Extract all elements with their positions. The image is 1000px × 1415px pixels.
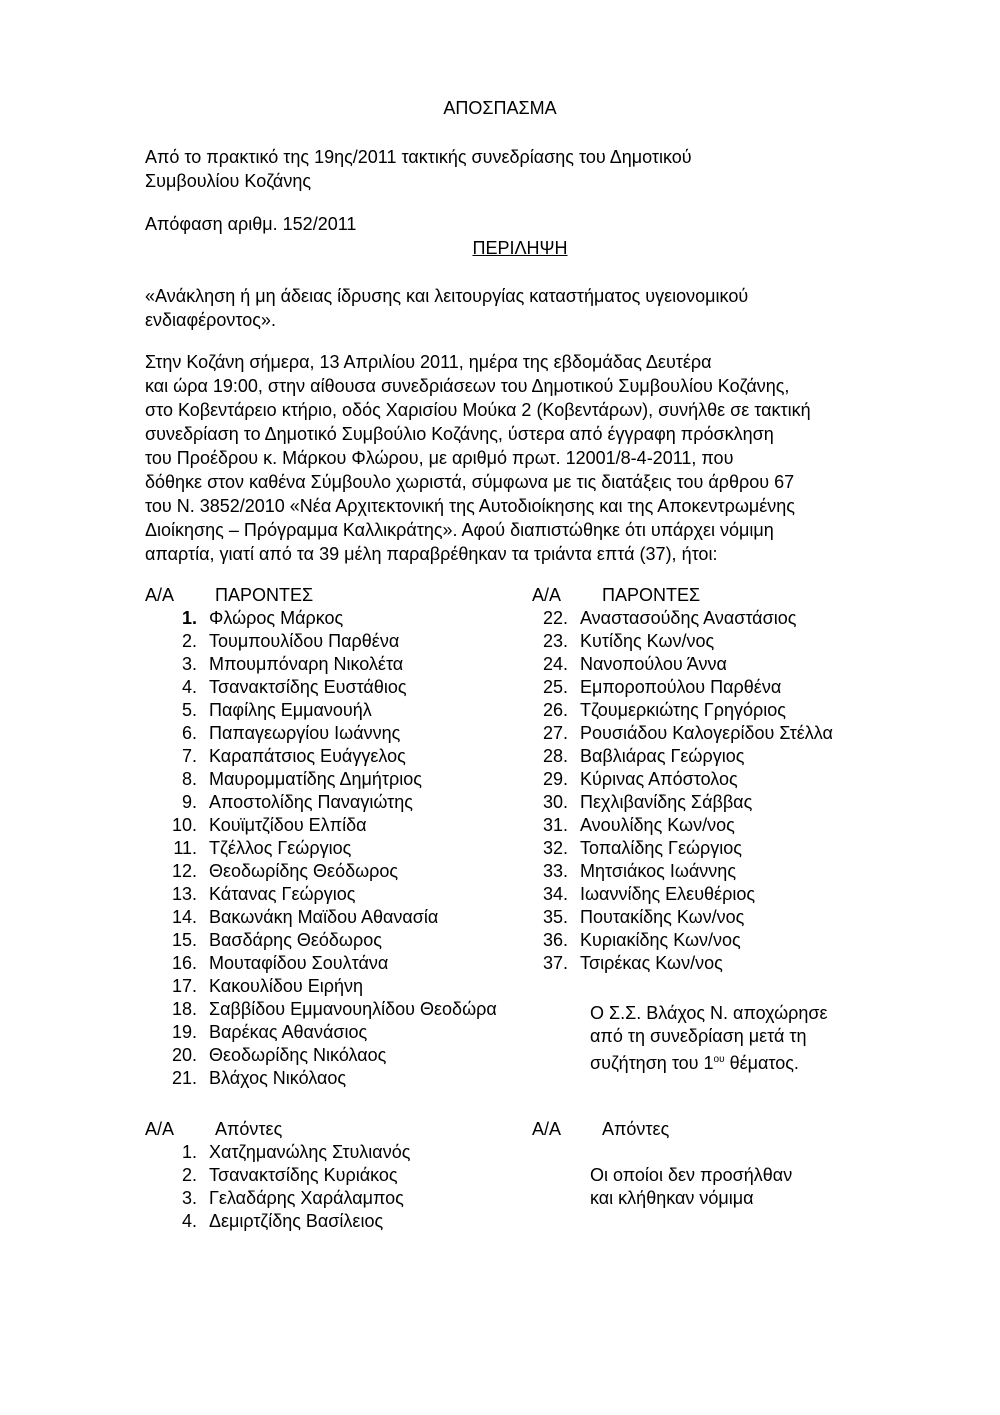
- intro-paragraph: [145, 145, 692, 193]
- member-number: 35.: [542, 907, 568, 927]
- note-line: και κλήθηκαν νόμιμα: [590, 1188, 754, 1208]
- member-row: [145, 929, 497, 952]
- member-row: [145, 653, 497, 676]
- member-number: 4.: [181, 1211, 197, 1231]
- member-row: [528, 952, 833, 975]
- member-row: [145, 1021, 497, 1044]
- member-number: 27.: [542, 723, 568, 743]
- member-name: Δεμιρτζίδης Βασίλειος: [209, 1211, 384, 1231]
- decision-number: Απόφαση αριθμ. 152/2011: [145, 214, 357, 234]
- member-number: 15.: [171, 930, 197, 950]
- subject-heading: ΠΕΡΙΛΗΨΗ: [472, 238, 568, 258]
- member-name: Μαυρομματίδης Δημήτριος: [209, 769, 422, 789]
- member-number: 16.: [171, 953, 197, 973]
- member-row: [145, 814, 497, 837]
- member-row: [145, 745, 497, 768]
- aa-label: Α/Α: [532, 1119, 562, 1139]
- member-name: Τζουμερκιώτης Γρηγόριος: [580, 700, 786, 720]
- absent-note: [590, 1164, 792, 1210]
- member-name: Τσιρέκας Κων/νος: [580, 953, 723, 973]
- member-row: [145, 1141, 410, 1164]
- member-number: 1.: [181, 1142, 197, 1162]
- intro-line: Από το πρακτικό της 19ης/2011 τακτικής συνεδρίασης του Δημοτικού: [145, 147, 692, 167]
- member-name: Τσανακτσίδης Ευστάθιος: [209, 677, 407, 697]
- member-row: [145, 1044, 497, 1067]
- member-name: Εμποροπούλου Παρθένα: [580, 677, 782, 697]
- member-row: [528, 814, 833, 837]
- member-name: Κουϊμτζίδου Ελπίδα: [209, 815, 367, 835]
- member-number: 18.: [171, 999, 197, 1019]
- present-header-left: [145, 583, 313, 607]
- member-number: 7.: [181, 746, 197, 766]
- member-name: Πεχλιβανίδης Σάββας: [580, 792, 753, 812]
- member-row: [145, 791, 497, 814]
- member-name: Πουτακίδης Κων/νος: [580, 907, 745, 927]
- member-number: 9.: [181, 792, 197, 812]
- present-label: ΠΑΡΟΝΤΕΣ: [602, 585, 701, 605]
- member-number: 4.: [181, 677, 197, 697]
- member-name: Παπαγεωργίου Ιωάννης: [209, 723, 401, 743]
- member-name: Ανουλίδης Κων/νος: [580, 815, 735, 835]
- member-row: [145, 975, 497, 998]
- member-row: [528, 883, 833, 906]
- member-number: 8.: [181, 769, 197, 789]
- subject-line: «Ανάκληση ή μη άδειας ίδρυσης και λειτουργίας καταστήματος υγειονομικού: [145, 286, 749, 306]
- member-number: 30.: [542, 792, 568, 812]
- member-row: [528, 929, 833, 952]
- member-name: Μητσιάκος Ιωάννης: [580, 861, 736, 881]
- member-number: 3.: [181, 654, 197, 674]
- absent-header-left: [145, 1117, 282, 1141]
- member-row: [528, 653, 833, 676]
- body-line: συνεδρίαση το Δημοτικό Συμβούλιο Κοζάνης, ύστερα από έγγραφη πρόσκληση: [145, 424, 774, 444]
- member-number: 2.: [181, 1165, 197, 1185]
- member-name: Τοπαλίδης Γεώργιος: [580, 838, 742, 858]
- note-line: Οι οποίοι δεν προσήλθαν: [590, 1165, 793, 1185]
- member-number: 33.: [542, 861, 568, 881]
- member-number: 10.: [171, 815, 197, 835]
- document-title: ΑΠΟΣΠΑΣΜΑ: [443, 98, 557, 118]
- body-line: δόθηκε στον καθένα Σύμβουλο χωριστά, σύμφωνα με τις διατάξεις του άρθρου 67: [145, 472, 795, 492]
- member-row: [528, 676, 833, 699]
- member-name: Μουταφίδου Σουλτάνα: [209, 953, 389, 973]
- member-row: [528, 860, 833, 883]
- member-number: 6.: [181, 723, 197, 743]
- member-row: [145, 883, 497, 906]
- body-line: και ώρα 19:00, στην αίθουσα συνεδριάσεων του Δημοτικού Συμβουλίου Κοζάνης,: [145, 376, 790, 396]
- absent-label: Απόντες: [215, 1119, 283, 1139]
- member-row: [145, 1067, 497, 1090]
- member-name: Τσανακτσίδης Κυριάκος: [209, 1165, 398, 1185]
- body-line: απαρτία, γιατί από τα 39 μέλη παραβρέθηκαν τα τριάντα επτά (37), ήτοι:: [145, 544, 718, 564]
- member-name: Βασδάρης Θεόδωρος: [209, 930, 382, 950]
- member-row: [145, 768, 497, 791]
- present-list-left: [145, 607, 497, 1090]
- member-row: [528, 906, 833, 929]
- member-name: Νανοπούλου Άννα: [580, 654, 727, 674]
- member-name: Θεοδωρίδης Θεόδωρος: [209, 861, 399, 881]
- intro-line: Συμβουλίου Κοζάνης: [145, 171, 312, 191]
- member-name: Σαββίδου Εμμανουηλίδου Θεοδώρα: [209, 999, 497, 1019]
- member-number: 19.: [171, 1022, 197, 1042]
- present-label: ΠΑΡΟΝΤΕΣ: [215, 585, 314, 605]
- member-name: Ιωαννίδης Ελευθέριος: [580, 884, 755, 904]
- member-name: Βλάχος Νικόλαος: [209, 1068, 347, 1088]
- member-name: Κυριακίδης Κων/νος: [580, 930, 741, 950]
- member-number: 22.: [542, 608, 568, 628]
- member-row: [528, 837, 833, 860]
- member-row: [145, 607, 497, 630]
- member-row: [145, 837, 497, 860]
- body-line: του Ν. 3852/2010 «Νέα Αρχιτεκτονική της Αυτοδιοίκησης και της Αποκεντρωμένης: [145, 496, 795, 516]
- member-row: [145, 630, 497, 653]
- member-number: 34.: [542, 884, 568, 904]
- body-line: στο Κοβεντάρειο κτήριο, οδός Χαρισίου Μούκα 2 (Κοβεντάρων), συνήλθε σε τακτική: [145, 400, 811, 420]
- member-name: Αναστασούδης Αναστάσιος: [580, 608, 797, 628]
- member-name: Κακουλίδου Ειρήνη: [209, 976, 363, 996]
- member-number: 3.: [181, 1188, 197, 1208]
- member-number: 20.: [171, 1045, 197, 1065]
- member-number: 12.: [171, 861, 197, 881]
- member-number: 21.: [171, 1068, 197, 1088]
- member-number: 26.: [542, 700, 568, 720]
- present-header-right: [532, 583, 700, 607]
- absent-list-left: [145, 1141, 410, 1233]
- member-number: 25.: [542, 677, 568, 697]
- member-name: Βακωνάκη Μαϊδου Αθανασία: [209, 907, 439, 927]
- aa-label: Α/Α: [145, 1119, 175, 1139]
- member-row: [145, 906, 497, 929]
- body-line: Στην Κοζάνη σήμερα, 13 Απριλίου 2011, ημέρα της εβδομάδας Δευτέρα: [145, 352, 712, 372]
- absent-header-right: [532, 1117, 669, 1141]
- member-row: [528, 791, 833, 814]
- present-list-right: [528, 607, 833, 975]
- member-number: 32.: [542, 838, 568, 858]
- member-name: Παφίλης Εμμανουήλ: [209, 700, 372, 720]
- member-name: Κύρινας Απόστολος: [580, 769, 738, 789]
- member-number: 1.: [181, 608, 197, 628]
- absent-label: Απόντες: [602, 1119, 670, 1139]
- member-name: Κυτίδης Κων/νος: [580, 631, 715, 651]
- member-name: Βαρέκας Αθανάσιος: [209, 1022, 368, 1042]
- member-name: Γελαδάρης Χαράλαμπος: [209, 1188, 404, 1208]
- member-number: 11.: [173, 838, 197, 858]
- member-number: 31.: [542, 815, 568, 835]
- member-name: Αποστολίδης Παναγιώτης: [209, 792, 413, 812]
- subject-line: ενδιαφέροντος».: [145, 310, 276, 330]
- member-name: Καραπάτσιος Ευάγγελος: [209, 746, 406, 766]
- member-row: [528, 745, 833, 768]
- member-number: 13.: [171, 884, 197, 904]
- member-row: [528, 607, 833, 630]
- member-row: [528, 722, 833, 745]
- member-number: 37.: [542, 953, 568, 973]
- member-name: Τζέλλος Γεώργιος: [209, 838, 352, 858]
- member-name: Φλώρος Μάρκος: [209, 608, 344, 628]
- body-paragraph: [145, 350, 811, 566]
- member-name: Χατζημανώλης Στυλιανός: [209, 1142, 411, 1162]
- member-name: Βαβλιάρας Γεώργιος: [580, 746, 745, 766]
- member-row: [145, 860, 497, 883]
- note-line: Ο Σ.Σ. Βλάχος Ν. αποχώρησε: [590, 1003, 828, 1023]
- member-row: [145, 722, 497, 745]
- member-row: [145, 1210, 410, 1233]
- member-name: Τουμπουλίδου Παρθένα: [209, 631, 400, 651]
- member-row: [528, 699, 833, 722]
- member-number: 28.: [542, 746, 568, 766]
- subject-paragraph: [145, 284, 748, 332]
- member-number: 36.: [542, 930, 568, 950]
- member-number: 23.: [542, 631, 568, 651]
- member-row: [145, 952, 497, 975]
- member-name: Μπουμπόναρη Νικολέτα: [209, 654, 404, 674]
- body-line: Διοίκησης – Πρόγραμμα Καλλικράτης». Αφού διαπιστώθηκε ότι υπάρχει νόμιμη: [145, 520, 774, 540]
- member-name: Θεοδωρίδης Νικόλαος: [209, 1045, 387, 1065]
- member-number: 5.: [181, 700, 197, 720]
- member-row: [145, 676, 497, 699]
- member-number: 24.: [542, 654, 568, 674]
- body-line: του Προέδρου κ. Μάρκου Φλώρου, με αριθμό πρωτ. 12001/8-4-2011, που: [145, 448, 734, 468]
- member-row: [145, 1164, 410, 1187]
- aa-label: Α/Α: [532, 585, 562, 605]
- note-line: συζήτηση του $1^{o\upsilon}$ θέματος.: [590, 1053, 799, 1073]
- member-row: [145, 699, 497, 722]
- withdrawal-note: [590, 1002, 828, 1075]
- member-row: [145, 1187, 410, 1210]
- member-number: 17.: [171, 976, 197, 996]
- member-name: Ρουσιάδου Καλογερίδου Στέλλα: [580, 723, 833, 743]
- member-row: [528, 630, 833, 653]
- member-row: [528, 768, 833, 791]
- member-row: [145, 998, 497, 1021]
- member-number: 2.: [181, 631, 197, 651]
- aa-label: Α/Α: [145, 585, 175, 605]
- note-line: από τη συνεδρίαση μετά τη: [590, 1026, 807, 1046]
- member-name: Κάτανας Γεώργιος: [209, 884, 356, 904]
- member-number: 29.: [542, 769, 568, 789]
- member-number: 14.: [171, 907, 197, 927]
